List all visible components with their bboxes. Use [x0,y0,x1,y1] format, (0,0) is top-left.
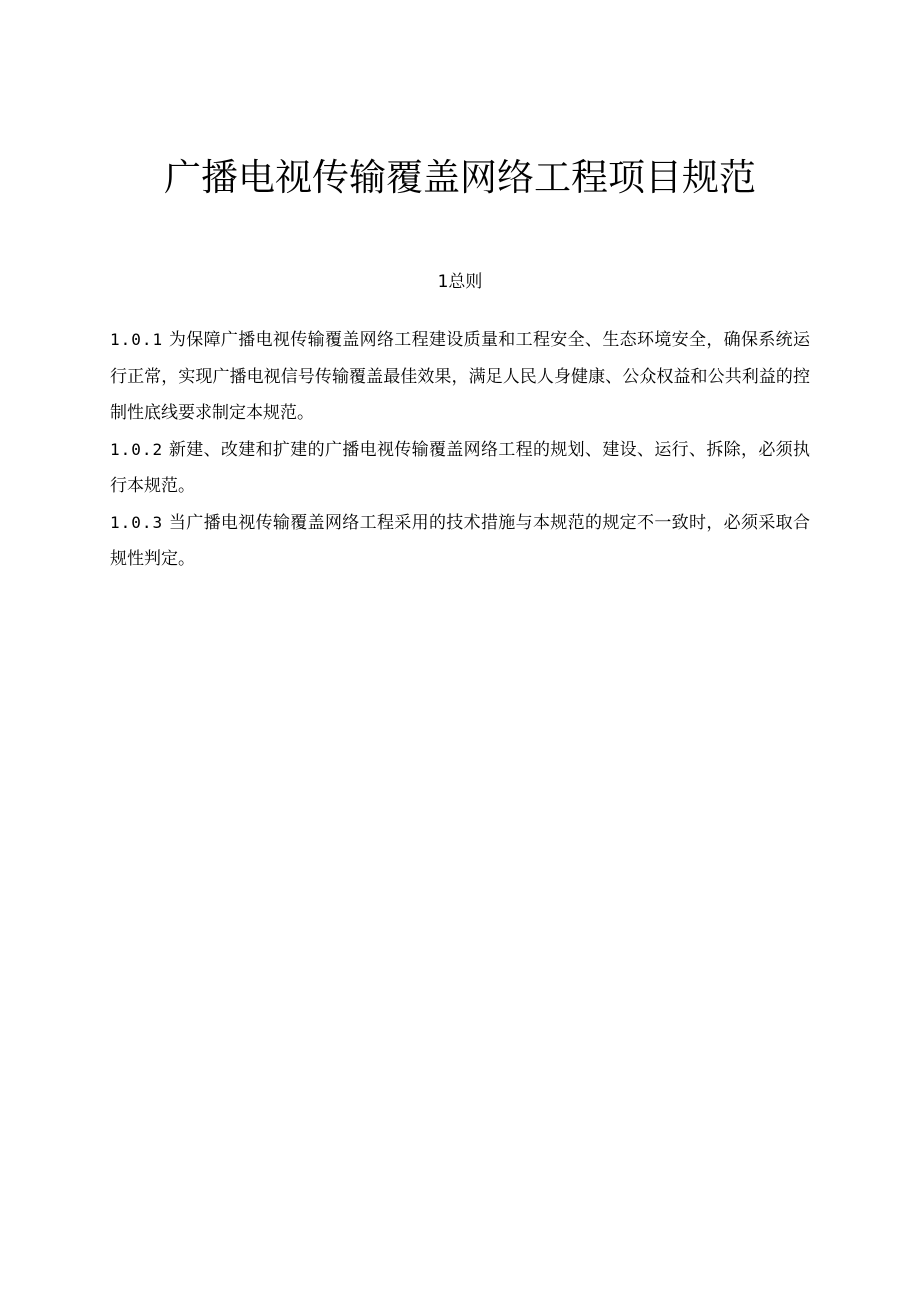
clause-paragraph [110,322,810,432]
clause-number: 1.0.1 [110,330,164,349]
clause-text: 为保障广播电视传输覆盖网络工程建设质量和工程安全、生态环境安全，确保系统运行正常，实现广播电视信号传输覆盖最佳效果，满足人民人身健康、公众权益和公共利益的控制性底线要求制定本规范。 [110,330,811,423]
document-title: 广播电视传输覆盖网络工程项目规范 [164,156,756,199]
clause-paragraph [110,505,810,578]
clause-number: 1.0.3 [110,512,164,532]
clause-number: 1.0.2 [110,439,164,459]
clause-paragraph [110,432,810,505]
document-body [110,322,810,578]
clause-text: 当广播电视传输覆盖网络工程采用的技术措施与本规范的规定不一致时，必须采取合规性判定。 [110,512,811,569]
clause-text: 新建、改建和扩建的广播电视传输覆盖网络工程的规划、建设、运行、拆除，必须执行本规范。 [110,439,811,496]
section-heading: 1总则 [437,272,483,292]
